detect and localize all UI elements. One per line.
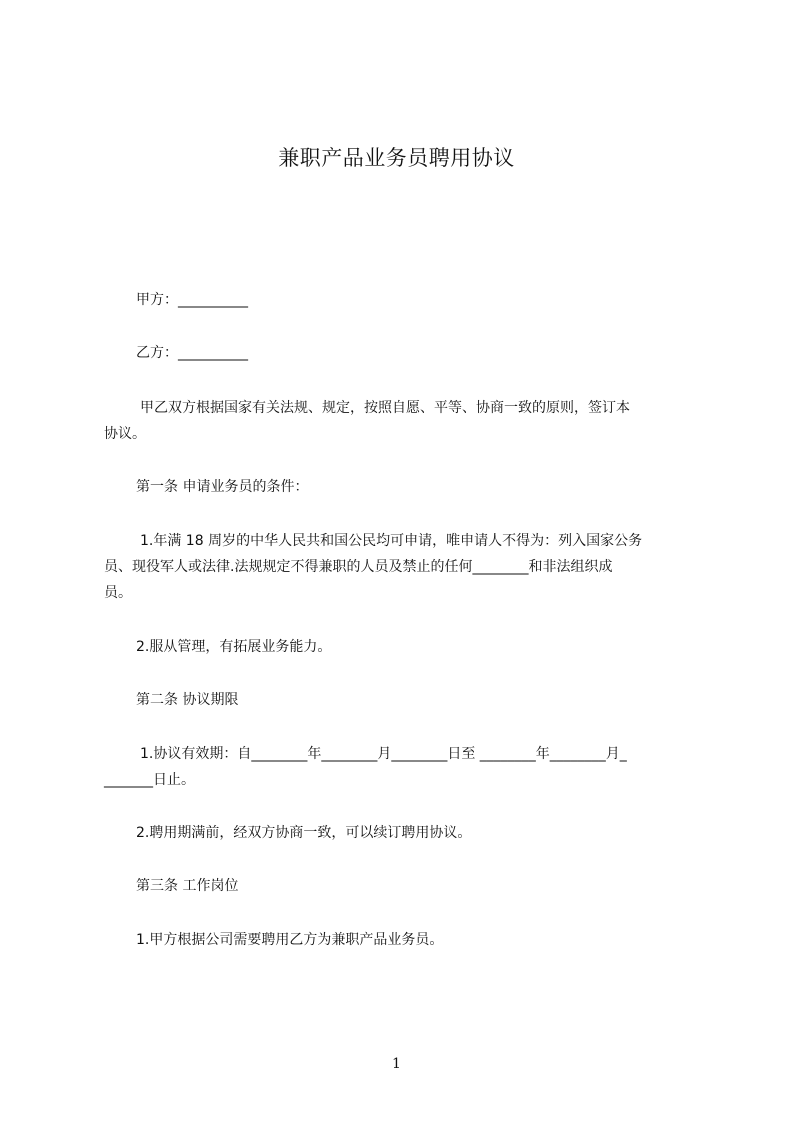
article-1-item-1-line-3: 员。 (104, 585, 132, 601)
party-a-line: 甲方：__________ (136, 292, 248, 308)
article-1-item-2: 2.服从管理，有拓展业务能力。 (136, 639, 332, 655)
article-2-item-2: 2.聘用期满前，经双方协商一致，可以续订聘用协议。 (136, 825, 472, 841)
document-title: 兼职产品业务员聘用协议 (278, 146, 515, 170)
article-1-item-1-line-2: 员、现役军人或法律.法规规定不得兼职的人员及禁止的任何________和非法组织成 (104, 559, 613, 575)
article-3-item-1: 1.甲方根据公司需要聘用乙方为兼职产品业务员。 (136, 932, 444, 948)
preamble-line-2: 协议。 (104, 426, 146, 442)
article-1-heading: 第一条 申请业务员的条件： (136, 479, 309, 495)
article-2-heading: 第二条 协议期限 (136, 692, 239, 708)
party-b-line: 乙方：__________ (136, 345, 248, 361)
article-3-heading: 第三条 工作岗位 (136, 878, 239, 894)
article-1-item-1-line-1: 1.年满 18 周岁的中华人民共和国公民均可申请，唯申请人不得为：列入国家公务 (140, 533, 643, 549)
article-2-item-1-line-2: _______日止。 (104, 772, 195, 788)
page-number: 1 (392, 1056, 401, 1072)
preamble-line-1: 甲乙双方根据国家有关法规、规定，按照自愿、平等、协商一致的原则，签订本 (140, 400, 630, 416)
article-2-item-1-line-1: 1.协议有效期：自________年________月________日至 ________年________月_ (140, 746, 627, 762)
